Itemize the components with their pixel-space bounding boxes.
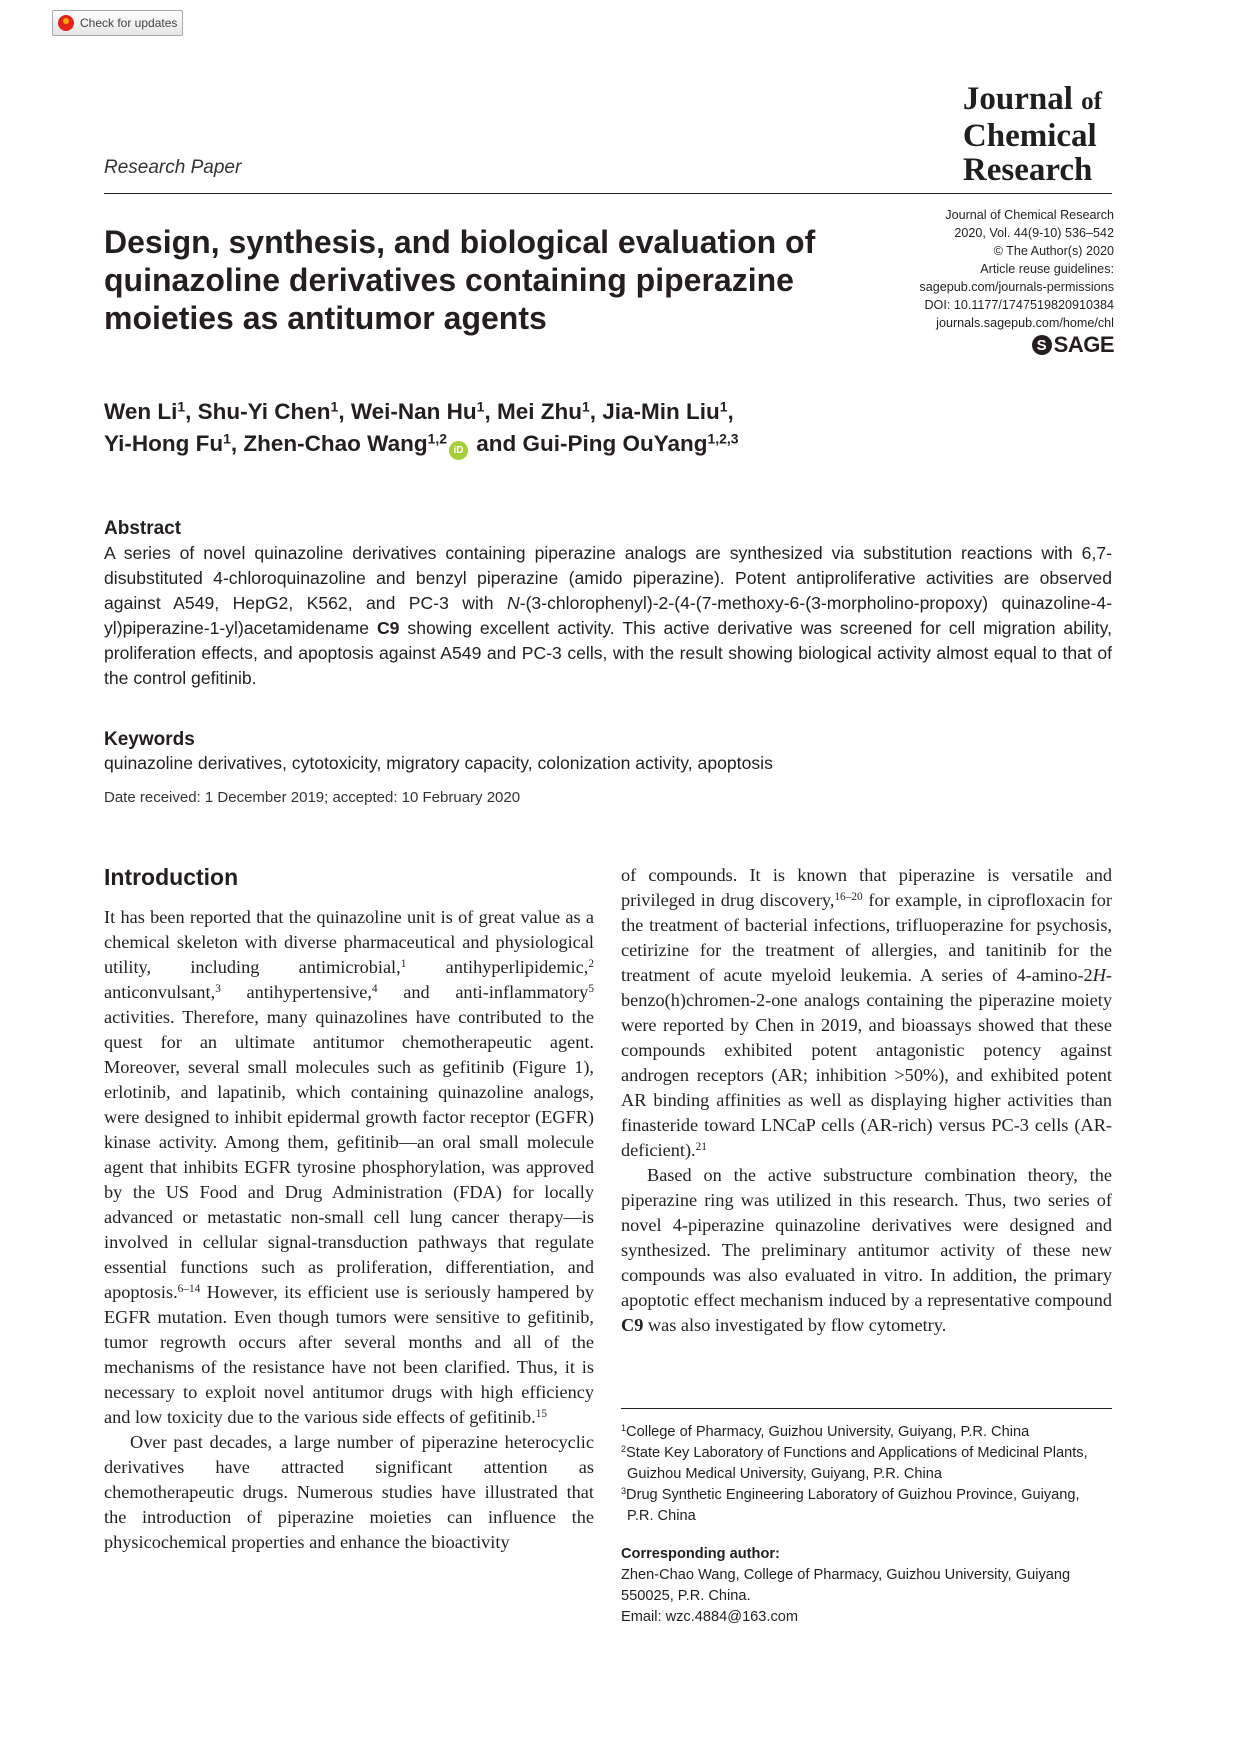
check-for-updates-button[interactable] <box>52 10 183 36</box>
article-title: Design, synthesis, and biological evaluation of quinazoline derivatives containing piperazine moieties as antitumor agents <box>104 224 816 336</box>
affiliation-text-cont: Guizhou Medical University, Guiyang, P.R. China <box>627 1466 942 1482</box>
abstract-heading: Abstract <box>104 518 182 539</box>
citation-sup[interactable]: 15 <box>535 1407 548 1420</box>
author-conjunction: and <box>476 431 517 456</box>
author-affil-sup: 1,2 <box>427 430 447 447</box>
intro-paragraph <box>621 863 1112 1163</box>
affiliation-text-cont: P.R. China <box>627 1508 696 1524</box>
abstract-text-part: showing excellent activity. This active derivative was screened for cell migration ability, proliferation effects, and apoptosis against A549 and PC-3 cells, with the result showing biological activity almost equal to that of the control gefitinib. <box>104 618 1112 688</box>
affiliation-sup: 2 <box>621 1444 627 1455</box>
body-column-right <box>621 863 1112 1338</box>
corresponding-author <box>621 1544 1112 1628</box>
text-run: antihypertensive, <box>220 982 372 1002</box>
crossmark-icon <box>58 15 74 31</box>
italic-h: H <box>1092 965 1106 985</box>
introduction-heading: Introduction <box>104 864 239 890</box>
affiliations <box>621 1422 1112 1527</box>
meta-volume: 2020, Vol. 44(9-10) 536–542 <box>954 226 1114 240</box>
header-rule <box>104 193 1112 194</box>
article-type: Research Paper <box>104 157 242 178</box>
text-run: Based on the active substructure combination theory, the piperazine ring was utilized in this research. Thus, two series of novel 4-piperazine quinazoline derivatives were designed and synthesized. The preliminary antitumor activity of these new compounds was also evaluated in vitro. In addition, the primary apoptotic effect mechanism induced by a representative compound <box>621 1165 1112 1310</box>
author-name: Mei Zhu <box>496 399 582 424</box>
text-run: was also investigated by flow cytometry. <box>643 1315 947 1335</box>
author-name: Wen Li <box>104 399 178 424</box>
logo-line2: Chemical <box>962 118 1097 154</box>
author-name: Gui-Ping OuYang <box>522 431 708 456</box>
text-run: antihyperlipidemic, <box>406 957 589 977</box>
sage-wordmark: SAGE <box>1053 332 1114 357</box>
author-affil-sup: 1 <box>476 398 485 415</box>
text-run: anticonvulsant, <box>104 982 216 1002</box>
article-metadata <box>919 206 1114 332</box>
sage-mark-icon: S <box>1032 335 1052 355</box>
keywords-heading: Keywords <box>104 729 195 750</box>
corresponding-address-cont: 550025, P.R. China. <box>621 1588 751 1604</box>
journal-logo <box>963 82 1102 187</box>
author-affil-sup: 1 <box>581 398 590 415</box>
corresponding-email-link[interactable]: Email: wzc.4884@163.com <box>621 1609 799 1625</box>
check-for-updates-label: Check for updates <box>80 16 178 30</box>
author-affil-sup: 1,2,3 <box>707 430 739 447</box>
citation-sup[interactable]: 5 <box>588 982 594 995</box>
affiliation-text: College of Pharmacy, Guizhou University, Guiyang, P.R. China <box>626 1424 1030 1440</box>
author-name: Yi-Hong Fu <box>104 431 224 456</box>
text-run: However, its efficient use is seriously hampered by EGFR mutation. Even though tumors were sensitive to gefitinib, tumor regrowth occurs after several months and all of the mechanisms of the resistance have not been clarified. Thus, it is necessary to exploit novel antitumor drugs with high efficiency and low toxicity due to the various side effects of gefitinib. <box>104 1282 594 1427</box>
sage-logo <box>1032 332 1114 358</box>
author-affil-sup: 1 <box>177 398 186 415</box>
author-name: Shu-Yi Chen <box>197 399 331 424</box>
keywords-list: quinazoline derivatives, cytotoxicity, migratory capacity, colonization activity, apoptosis <box>104 753 773 773</box>
meta-reuse-label: Article reuse guidelines: <box>980 262 1114 276</box>
affiliation-rule <box>621 1408 1112 1409</box>
corresponding-heading: Corresponding author: <box>621 1546 780 1562</box>
abstract-italic-n: N <box>507 593 520 613</box>
author-name: Wei-Nan Hu <box>350 399 477 424</box>
compound-label: C9 <box>376 618 400 638</box>
text-run: It has been reported that the quinazoline unit is of great value as a chemical skeleton with diverse pharmaceutical and physiological utility, including antimicrobial, <box>104 907 594 977</box>
author-list: Wen Li$^1$, Shu-Yi Chen$^1$, Wei-Nan Hu$^1$, Mei Zhu$^1$, Jia-Min Liu$^1$, Yi-Hong Fu$^1$, Zhen-Chao Wang$^{1,2}$iD and Gui-Ping OuYang$^{1,2,3}$ <box>104 396 1004 460</box>
citation-sup[interactable]: 1 <box>400 957 407 970</box>
abstract-text-part: -(3-chlorophenyl)-2-(4-(7-methoxy-6-(3-morpholino-propoxy) quinazoline-4-yl)piperazine-1-yl)acetamidename <box>104 593 1112 638</box>
logo-line1: Journal <box>962 81 1073 117</box>
citation-sup[interactable]: 6–14 <box>177 1282 201 1295</box>
meta-reuse-link[interactable]: sagepub.com/journals-permissions <box>919 280 1114 294</box>
author-affil-sup: 1 <box>223 430 231 447</box>
affiliation-text: Drug Synthetic Engineering Laboratory of Guizhou Province, Guiyang, <box>626 1487 1080 1503</box>
author-name: Zhen-Chao Wang <box>243 431 428 456</box>
affiliation-sup: 3 <box>621 1486 627 1497</box>
meta-doi-link[interactable]: DOI: 10.1177/1747519820910384 <box>924 298 1114 312</box>
author-name: Jia-Min Liu <box>602 399 720 424</box>
body-column-left <box>104 905 594 1555</box>
affiliation-item <box>621 1422 1112 1443</box>
meta-homepage-link[interactable]: journals.sagepub.com/home/chl <box>936 316 1114 330</box>
affiliation-sup: 1 <box>621 1423 627 1434</box>
citation-sup[interactable]: 4 <box>371 982 378 995</box>
author-affil-sup: 1 <box>330 398 339 415</box>
meta-copyright: © The Author(s) 2020 <box>993 244 1114 258</box>
author-affil-sup: 1 <box>719 398 728 415</box>
abstract-text-part: A series of novel quinazoline derivatives containing piperazine analogs are synthesized via substitution reactions with 6,7-disubstituted 4-chloroquinazoline and benzyl piperazine (amido piperazine). Potent antiproliferative activities are observed against A549, HepG2, K562, and PC-3 with <box>104 543 1112 613</box>
orcid-icon[interactable]: iD <box>449 441 468 460</box>
text-run: of compounds. It is known that piperazine is versatile and privileged in drug discovery, <box>621 865 1112 910</box>
intro-paragraph: Over past decades, a large number of piperazine heterocyclic derivatives have attracted significant attention as chemotherapeutic drugs. Numerous studies have illustrated that the introduction of piperazine moieties can influence the physicochemical properties and enhance the bioactivity <box>104 1432 594 1552</box>
affiliation-text: State Key Laboratory of Functions and Applications of Medicinal Plants, <box>626 1445 1088 1461</box>
intro-paragraph <box>621 1163 1112 1338</box>
text-run: activities. Therefore, many quinazolines have contributed to the quest for an ultimate antitumor chemotherapeutic agent. Moreover, several small molecules such as gefitinib (Figure 1), erlotinib, and lapatinib, which containing quinazoline analogs, were designed to inhibit epidermal growth factor receptor (EGFR) kinase activity. Among them, gefitinib—an oral small molecule agent that inhibits EGFR tyrosine phosphorylation, was approved by the US Food and Drug Administration (FDA) for locally advanced or metastatic non-small cell lung cancer therapy—is involved in cellular signal-transduction pathways that regulate essential functions such as proliferation, differentiation, and apoptosis. <box>104 1007 594 1302</box>
meta-journal: Journal of Chemical Research <box>945 208 1114 222</box>
text-run: for example, in ciprofloxacin for the treatment of bacterial infections, trifluoperazine for psychosis, cetirizine for the treatment of allergies, and tanitinib for the treatment of acute myeloid leukemia. A series of 4-amino-2 <box>621 890 1112 985</box>
intro-paragraph <box>104 905 594 1430</box>
text-run: and anti-inflammatory <box>377 982 589 1002</box>
logo-of: of <box>1081 88 1102 115</box>
citation-sup[interactable]: 2 <box>588 957 594 970</box>
citation-sup[interactable]: 21 <box>695 1140 707 1153</box>
affiliation-item <box>621 1443 1112 1464</box>
corresponding-address: Zhen-Chao Wang, College of Pharmacy, Guizhou University, Guiyang <box>621 1567 1071 1583</box>
affiliation-item <box>621 1485 1112 1506</box>
logo-line3: Research <box>962 152 1093 188</box>
dates-received: Date received: 1 December 2019; accepted: 10 February 2020 <box>104 789 521 806</box>
compound-label: C9 <box>621 1315 644 1335</box>
citation-sup[interactable]: 16–20 <box>834 890 863 903</box>
abstract-body <box>104 541 1112 691</box>
text-run: -benzo(h)chromen-2-one analogs containing the piperazine moiety were reported by Chen in 2019, and bioassays showed that these compounds exhibited potent antagonistic potency against androgen receptors (AR; inhibition >50%), and exhibited potent AR binding affinities as well as displaying higher activities than finasteride toward LNCaP cells (AR-rich) versus PC-3 cells (AR-deficient). <box>621 965 1112 1160</box>
citation-sup[interactable]: 3 <box>215 982 221 995</box>
